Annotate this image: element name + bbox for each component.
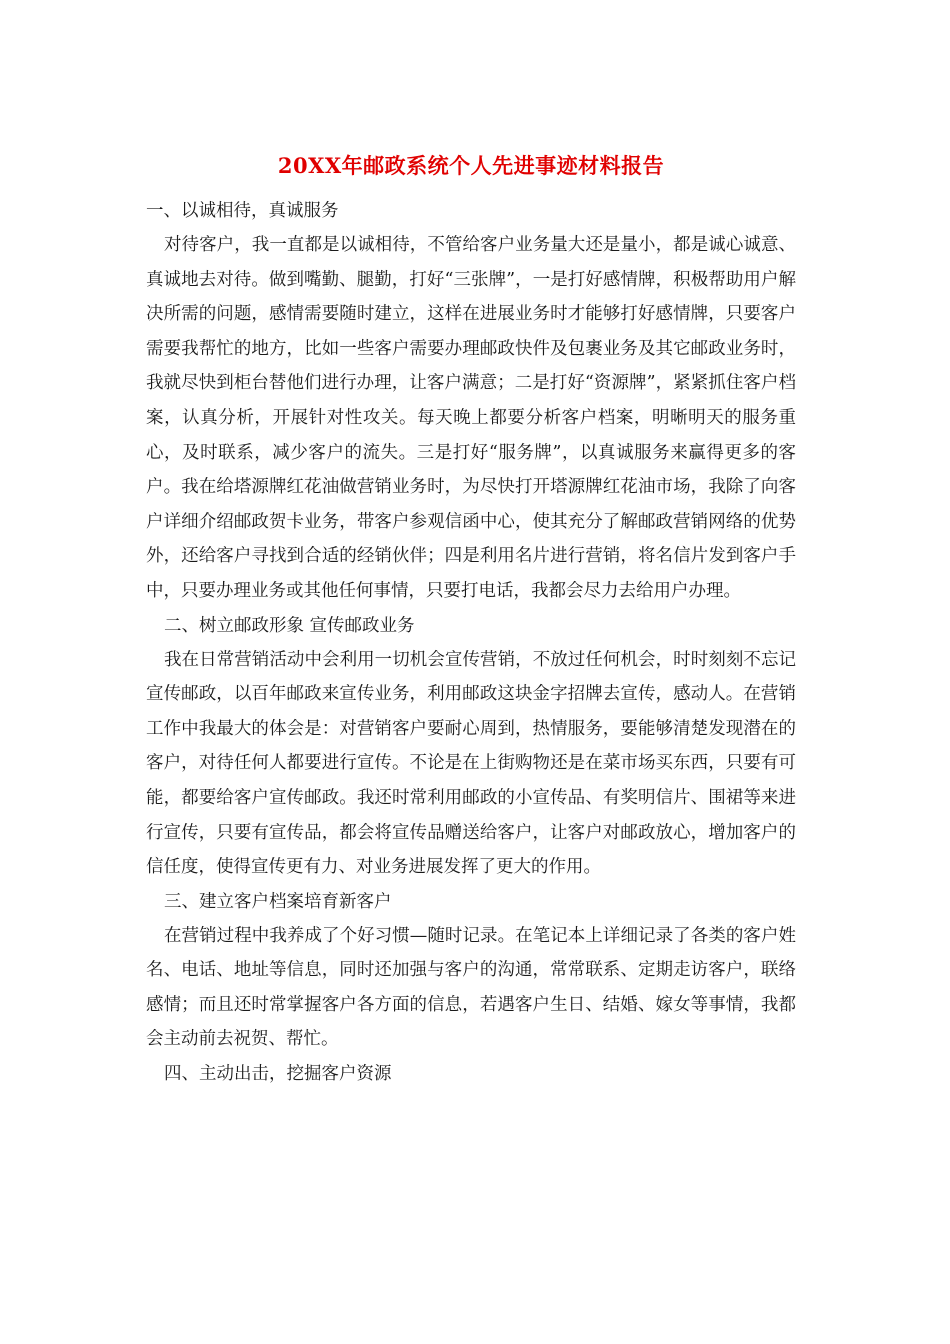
section-heading-3: 三、建立客户档案培育新客户 (164, 891, 392, 912)
section-paragraph-1: 对待客户，我一直都是以诚相待，不管给客户业务量大还是量小，都是诚心诚意、真诚地去对待。做到嘴勤、腿勤，打好“三张牌”，一是打好感情牌，积极帮助用户解决所需的问题，感情需要随时建立，这样在进展业务时才能够打好感情牌，只要客户需要我帮忙的地方，比如一些客户需要办理邮政快件及包裹业务及其它邮政业务时，我就尽快到柜台替他们进行办理，让客户满意；二是打好“资源牌”，紧紧抓住客户档案，认真分析，开展针对性攻关。每天晚上都要分析客户档案，明晰明天的服务重心，及时联系，减少客户的流失。三是打好“服务牌”，以真诚服务来赢得更多的客户。我在给塔源牌红花油做营销业务时，为尽快打开塔源牌红花油市场，我除了向客户详细介绍邮政贺卡业务，带客户参观信函中心，使其充分了解邮政营销网络的优势外，还给客户寻找到合适的经销伙伴；四是利用名片进行营销，将名信片发到客户手中，只要办理业务或其他任何事情，只要打电话，我都会尽力去给用户办理。 (146, 235, 796, 601)
section-heading-1: 一、以诚相待，真诚服务 (146, 201, 339, 221)
document-title: 20XX年邮政系统个人先进事迹材料报告 (277, 153, 665, 178)
section-paragraph-3: 在营销过程中我养成了个好习惯—随时记录。在笔记本上详细记录了各类的客户姓名、电话、地址等信息，同时还加强与客户的沟通，常常联系、定期走访客户，联络感情；而且还时常掌握客户各方面的信息，若遇客户生日、结婚、嫁女等事情，我都会主动前去祝贺、帮忙。 (146, 925, 796, 1050)
section-heading-4: 四、主动出击，挖掘客户资源 (164, 1064, 392, 1085)
section-paragraph-2: 我在日常营销活动中会利用一切机会宣传营销，不放过任何机会，时时刻刻不忘记宣传邮政，以百年邮政来宣传业务，利用邮政这块金字招牌去宣传，感动人。在营销工作中我最大的体会是：对营销客户要耐心周到，热情服务，要能够清楚发现潜在的客户，对待任何人都要进行宣传。不论是在上街购物还是在菜市场买东西，只要有可能，都要给客户宣传邮政。我还时常利用邮政的小宣传品、有奖明信片、围裙等来进行宣传，只要有宣传品，都会将宣传品赠送给客户，让客户对邮政放心，增加客户的信任度，使得宣传更有力、对业务进展发挥了更大的作用。 (146, 649, 796, 878)
section-heading-2: 二、树立邮政形象 宣传邮政业务 (164, 615, 415, 636)
document-body (146, 150, 796, 1091)
